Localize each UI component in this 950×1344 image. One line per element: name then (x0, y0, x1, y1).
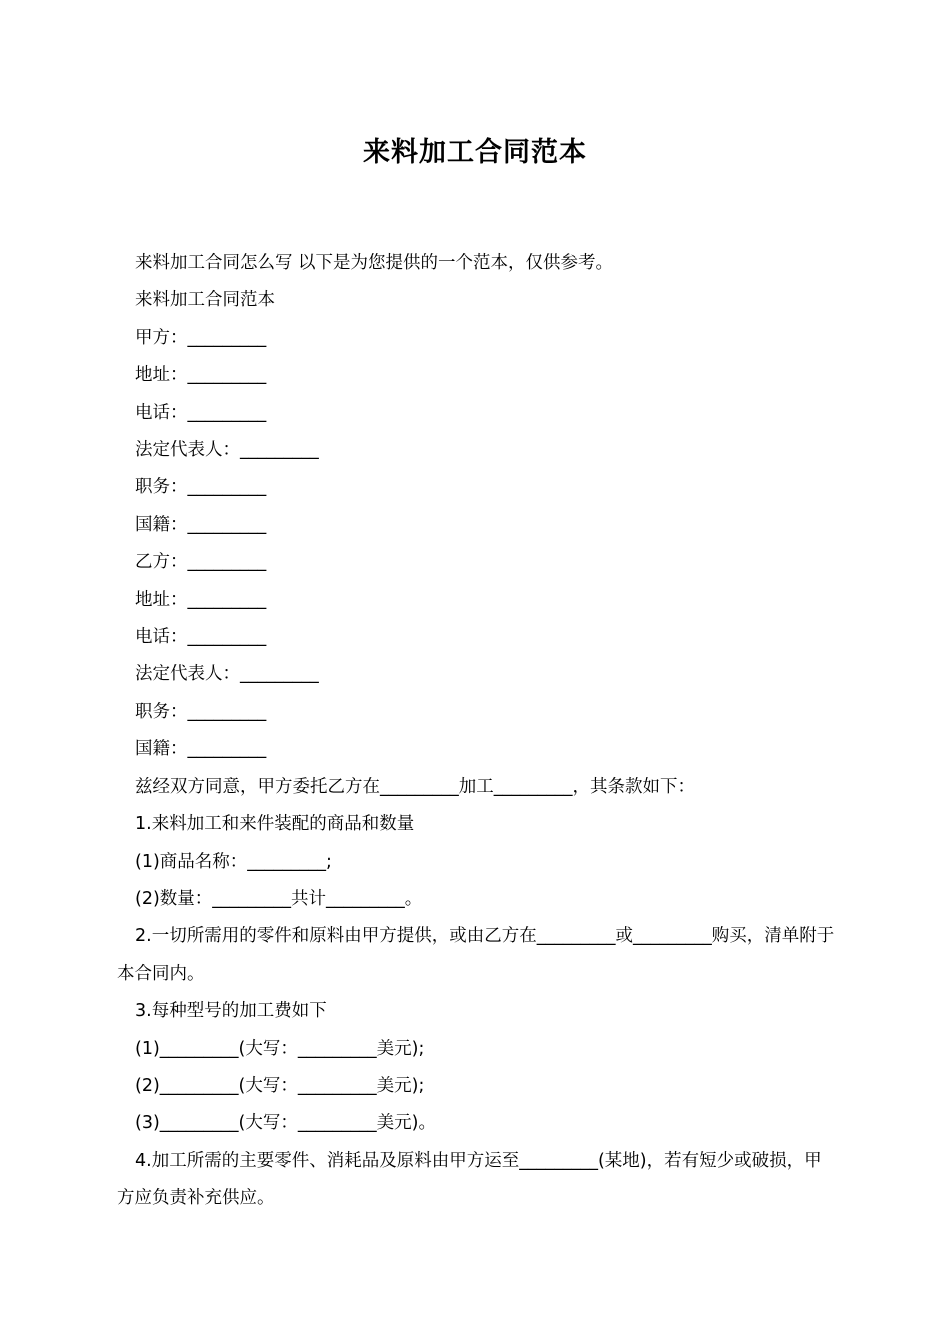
party-a-phone-line: 电话：_________ (135, 402, 267, 423)
party-a-nationality-line: 国籍：_________ (135, 514, 267, 535)
party-b-representative-line: 法定代表人：_________ (135, 664, 319, 685)
clause-4-paragraph: 4.加工所需的主要零件、消耗品及原料由甲方运至_________(某地)，若有短少或破损，甲方应负责补充供应。 (117, 1150, 822, 1209)
clause-1-item-1: (1)商品名称：_________; (135, 851, 332, 872)
clause-1-item-2: (2)数量：_________共计_________。 (135, 888, 423, 909)
party-a-representative-line: 法定代表人：_________ (135, 440, 319, 461)
subtitle-paragraph: 来料加工合同范本 (135, 290, 275, 311)
party-b-position-line: 职务：_________ (135, 701, 267, 722)
clause-3-item-1: (1)_________(大写：_________美元); (135, 1038, 425, 1059)
document-title: 来料加工合同范本 (363, 137, 587, 168)
agreement-paragraph: 兹经双方同意，甲方委托乙方在_________加工_________，其条款如下： (135, 776, 695, 797)
clause-3-item-2: (2)_________(大写：_________美元); (135, 1075, 425, 1096)
party-a-position-line: 职务：_________ (135, 477, 267, 498)
clause-1-heading: 1.来料加工和来件装配的商品和数量 (135, 814, 415, 835)
party-b-line: 乙方：_________ (135, 552, 267, 573)
clause-3-heading: 3.每种型号的加工费如下 (135, 1001, 327, 1022)
party-b-nationality-line: 国籍：_________ (135, 739, 267, 760)
party-b-phone-line: 电话：_________ (135, 627, 267, 648)
clause-3-item-3: (3)_________(大写：_________美元)。 (135, 1113, 436, 1134)
party-b-address-line: 地址：_________ (135, 589, 267, 610)
clause-2-paragraph: 2.一切所需用的零件和原料由甲方提供，或由乙方在_________或_________购买，清单附于本合同内。 (117, 926, 835, 984)
document-body (117, 245, 839, 1218)
party-a-line: 甲方：_________ (135, 327, 267, 348)
intro-paragraph: 来料加工合同怎么写 以下是为您提供的一个范本，仅供参考。 (135, 253, 614, 273)
party-a-address-line: 地址：_________ (135, 365, 267, 386)
